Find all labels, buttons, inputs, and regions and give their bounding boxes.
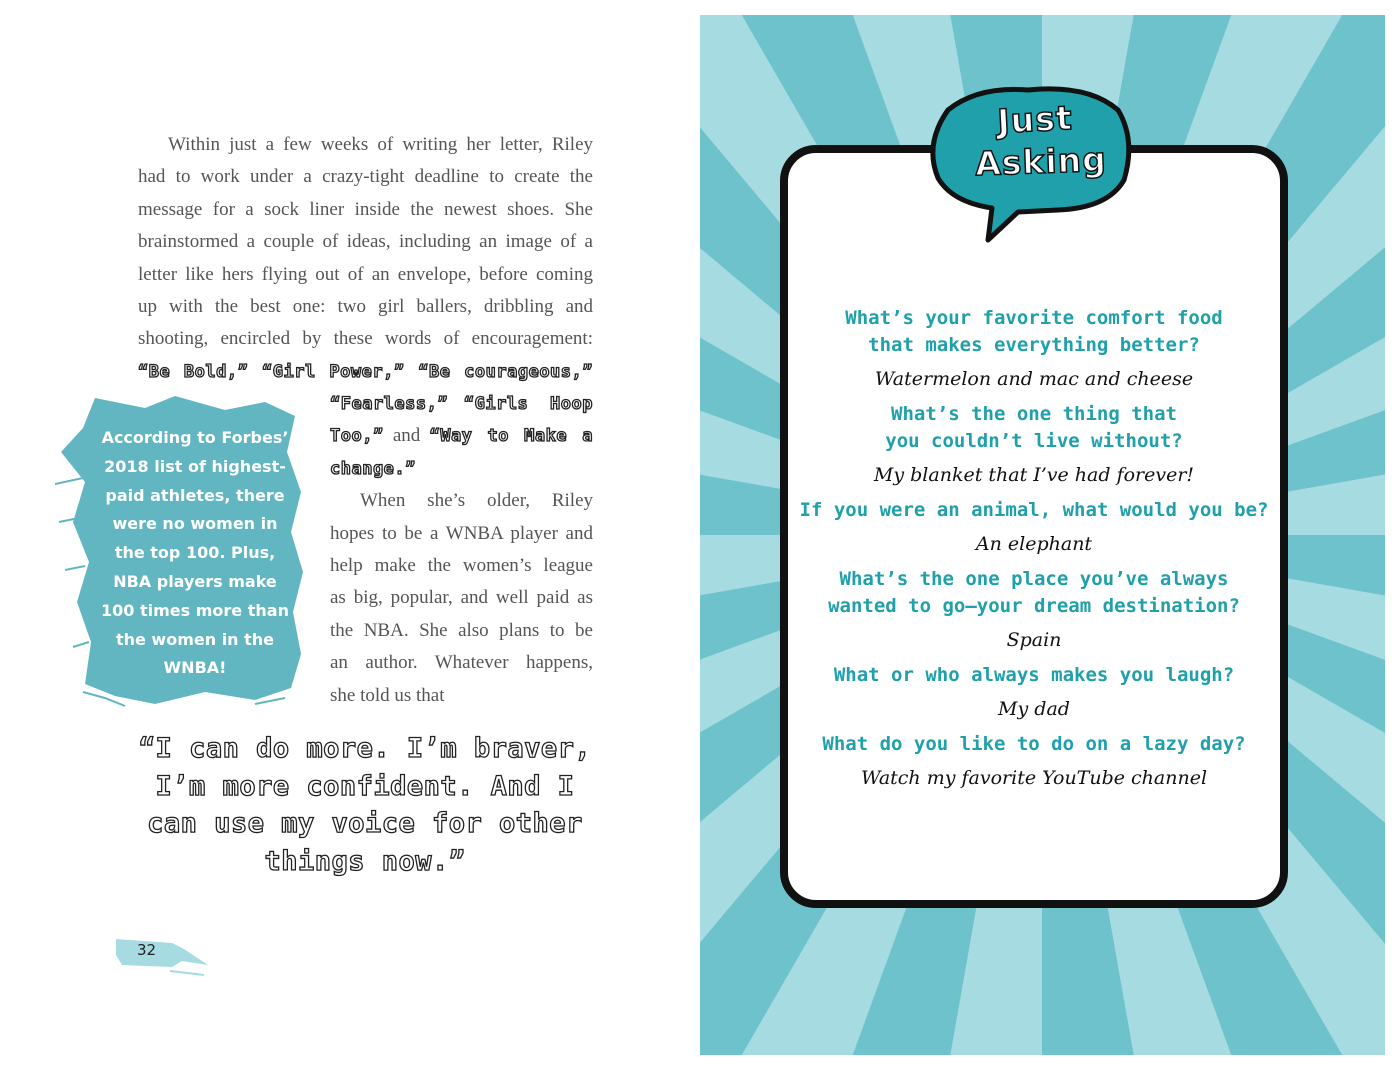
quote-line: “I can do more. I’m braver, bbox=[138, 733, 592, 764]
quote-line: can use my voice for other bbox=[147, 808, 583, 839]
question-line: What’s the one place you’ve always bbox=[839, 568, 1229, 590]
answer: My dad bbox=[998, 698, 1070, 720]
encouragement-word: “Way to Make a bbox=[429, 426, 594, 447]
quote-line: I’m more confident. And I bbox=[155, 770, 575, 802]
narrow-column bbox=[330, 388, 593, 712]
encouragement-line bbox=[330, 388, 593, 420]
body-line: message for a sock liner inside the newest shoes. She bbox=[138, 198, 593, 220]
question-line: that makes everything better? bbox=[868, 334, 1200, 356]
body-line: help make the women’s league bbox=[330, 555, 593, 577]
body-line: shooting, encircled by these words of encouragement: bbox=[138, 328, 593, 350]
body-line: she told us that bbox=[330, 684, 445, 706]
encouragement-word: “Girls Hoop bbox=[463, 394, 593, 414]
encouragement-line bbox=[330, 420, 593, 452]
body-line: When she’s older, Riley bbox=[360, 490, 593, 512]
encouragement-words: “Be Bold,” “Girl Power,” “Be courageous,” bbox=[138, 361, 593, 382]
body-line: an author. Whatever happens, bbox=[330, 652, 593, 674]
page-number-swash bbox=[112, 935, 212, 979]
encouragement-word: “Fearless,” bbox=[330, 394, 449, 414]
sidebar-line: WNBA! bbox=[163, 658, 227, 678]
body-paragraph bbox=[138, 129, 593, 388]
answer: My blanket that I’ve had forever! bbox=[873, 464, 1195, 486]
body-line: as big, popular, and well paid as bbox=[330, 587, 593, 609]
heading bbox=[940, 99, 1130, 183]
answer: An elephant bbox=[975, 533, 1093, 555]
sidebar-line: NBA players make bbox=[113, 571, 277, 591]
heading-line: Asking bbox=[974, 139, 1108, 184]
page-number: 32 bbox=[137, 941, 157, 959]
question bbox=[796, 401, 1272, 455]
body-line: up with the best one: two girl ballers, dribbling and bbox=[138, 296, 593, 318]
quote-line: things now.” bbox=[264, 845, 466, 877]
question-line: wanted to go—your dream destination? bbox=[828, 595, 1240, 617]
question-line: you couldn’t live without? bbox=[885, 430, 1183, 452]
sidebar-line: paid athletes, there bbox=[105, 485, 285, 505]
answer: Spain bbox=[1006, 629, 1062, 651]
qa-list bbox=[796, 305, 1272, 800]
question-line: What’s the one thing that bbox=[891, 403, 1177, 425]
question bbox=[796, 566, 1272, 620]
answer: Watch my favorite YouTube channel bbox=[860, 767, 1208, 789]
answer: Watermelon and mac and cheese bbox=[874, 368, 1194, 390]
question bbox=[796, 497, 1272, 524]
sidebar-line: the women in the bbox=[115, 629, 275, 649]
encouragement-line bbox=[330, 453, 593, 485]
sidebar-line: According to Forbes’ bbox=[101, 428, 289, 447]
body-line: Within just a few weeks of writing her letter, Riley bbox=[168, 134, 593, 155]
body-line: the NBA. She also plans to be bbox=[330, 619, 593, 641]
question-line: If you were an animal, what would you be? bbox=[799, 499, 1269, 521]
question-line: What do you like to do on a lazy day? bbox=[822, 733, 1246, 755]
question-line: What’s your favorite comfort food bbox=[845, 307, 1223, 329]
heading-line: Just bbox=[996, 98, 1074, 141]
connector-word: and bbox=[392, 425, 421, 447]
encouragement-word: change.” bbox=[330, 458, 416, 479]
question bbox=[796, 731, 1272, 758]
encouragement-word: Too,” bbox=[330, 426, 384, 447]
sidebar-line: 100 times more than bbox=[101, 600, 289, 620]
question bbox=[796, 662, 1272, 689]
question bbox=[796, 305, 1272, 359]
body-line: had to work under a crazy-tight deadline to create the bbox=[138, 166, 593, 188]
body-line: letter like hers flying out of an envelope, before coming bbox=[138, 263, 593, 285]
sidebar-line: were no women in bbox=[112, 514, 278, 534]
sidebar-line: the top 100. Plus, bbox=[114, 543, 276, 563]
left-page bbox=[0, 0, 690, 1070]
pull-quote bbox=[125, 730, 605, 880]
sidebar-line: 2018 list of highest- bbox=[104, 456, 286, 476]
body-line: brainstormed a couple of ideas, including an image of a bbox=[138, 231, 593, 253]
question-line: What or who always makes you laugh? bbox=[833, 664, 1235, 686]
sidebar-fact bbox=[95, 424, 295, 683]
body-line: hopes to be a WNBA player and bbox=[330, 522, 593, 544]
